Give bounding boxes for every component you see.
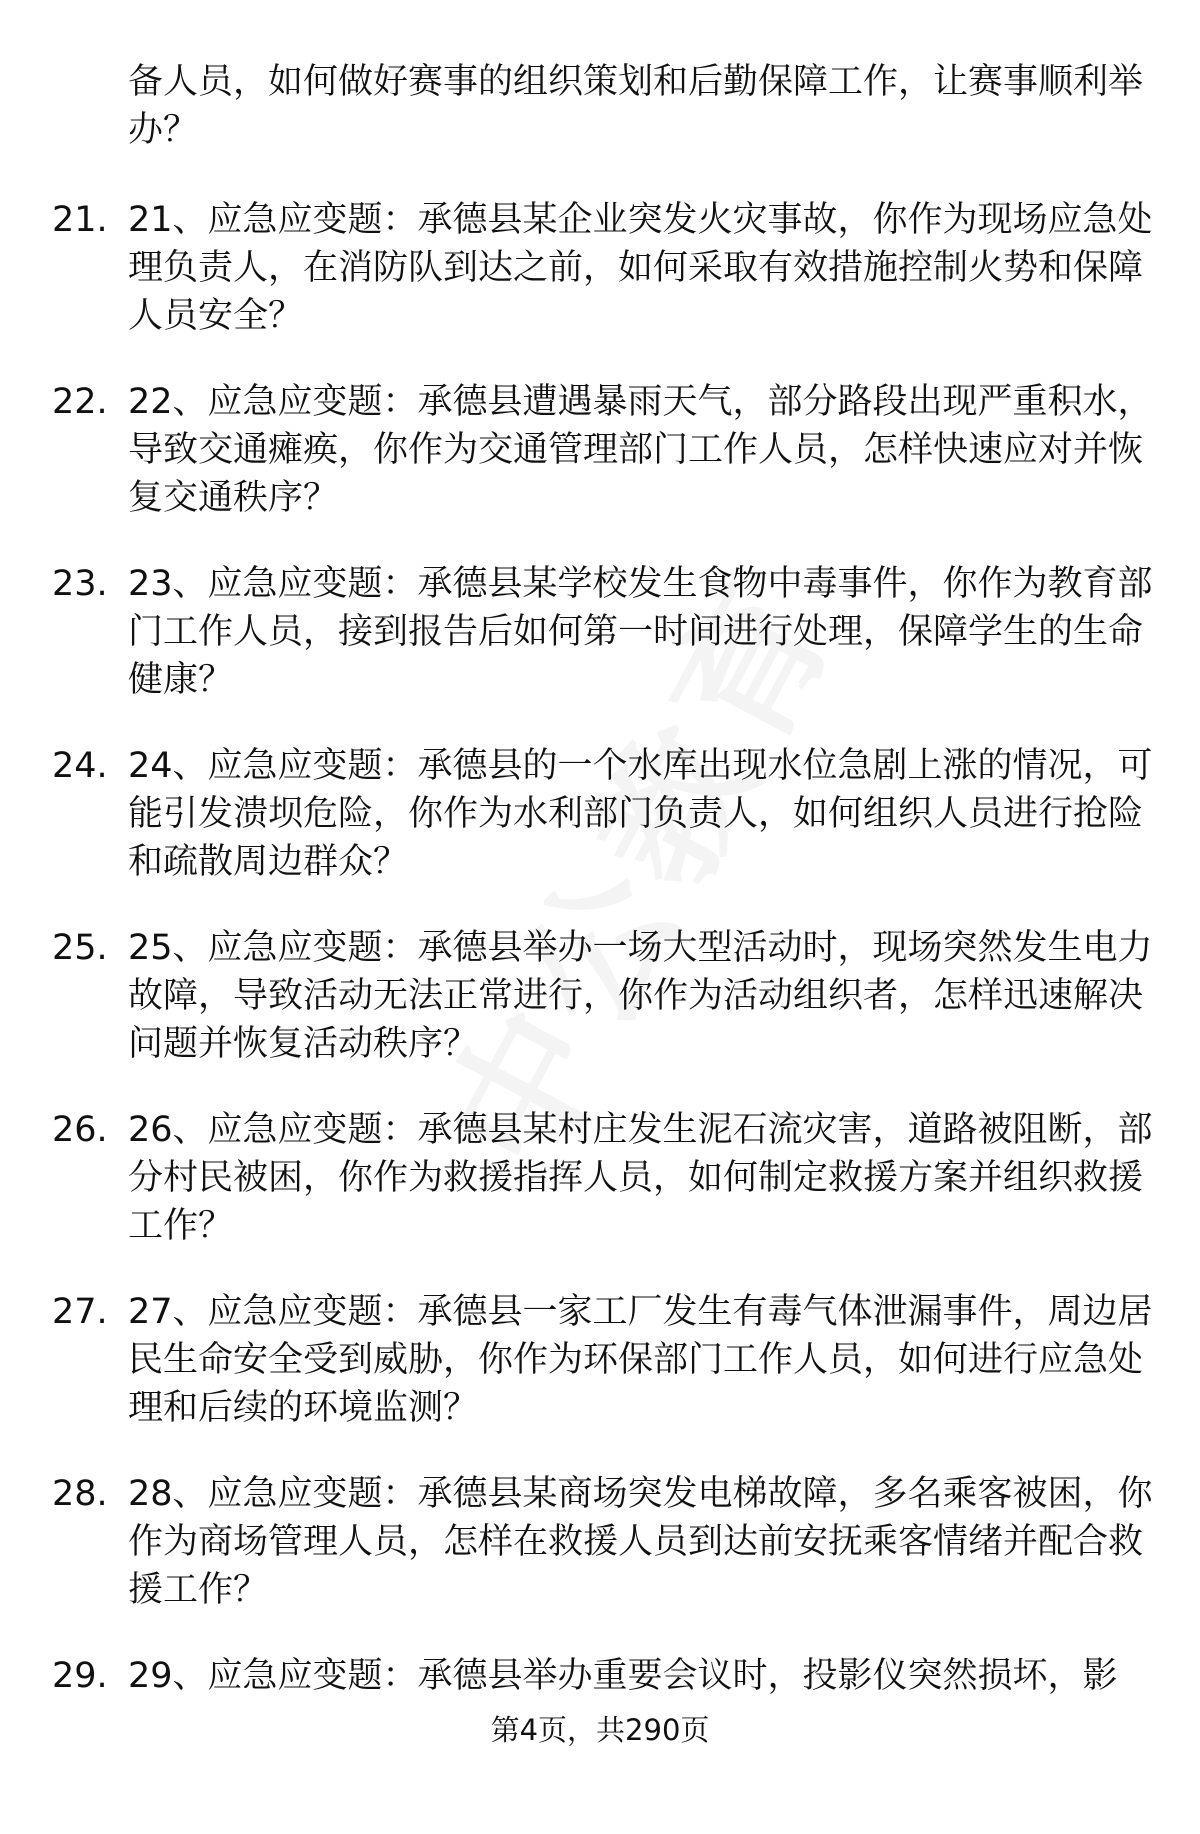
item-number: 26. [52,1110,108,1150]
list-item [0,1106,1200,1258]
list-item [0,378,1200,530]
item-text: 26、应急应变题：承德县某村庄发生泥石流灾害，道路被阻断，部分村民被困，你作为救援指挥人员，如何制定救援方案并组织救援工作？ [128,1110,1153,1246]
question-list [0,196,1200,1834]
list-item [0,560,1200,712]
item-number: 21. [52,200,108,240]
item-number: 27. [52,1292,108,1332]
item-text: 28、应急应变题：承德县某商场突发电梯故障，多名乘客被困，你作为商场管理人员，怎样在救援人员到达前安抚乘客情绪并配合救援工作？ [128,1474,1153,1610]
item-number: 29. [52,1656,108,1696]
item-text: 24、应急应变题：承德县的一个水库出现水位急剧上涨的情况，可能引发溃坝危险，你作为水利部门负责人，如何组织人员进行抢险和疏散周边群众？ [128,746,1153,882]
list-item [0,1288,1200,1440]
continued-paragraph: 备人员，如何做好赛事的组织策划和后勤保障工作，让赛事顺利举办？ [128,62,1144,150]
list-item [0,742,1200,894]
item-number: 24. [52,746,108,786]
page-footer: 第4页，共290页 [490,1713,710,1747]
item-text: 23、应急应变题：承德县某学校发生食物中毒事件，你作为教育部门工作人员，接到报告后如何第一时间进行处理，保障学生的生命健康？ [128,564,1153,700]
list-item [0,1470,1200,1622]
list-item [0,196,1200,348]
item-number: 25. [52,928,108,968]
item-text: 29、应急应变题：承德县举办重要会议时，投影仪突然损坏，影 [128,1656,1118,1696]
item-number: 28. [52,1474,108,1514]
item-text: 22、应急应变题：承德县遭遇暴雨天气，部分路段出现严重积水，导致交通瘫痪，你作为交通管理部门工作人员，怎样快速应对并恢复交通秩序？ [128,382,1153,518]
item-text: 27、应急应变题：承德县一家工厂发生有毒气体泄漏事件，周边居民生命安全受到威胁，你作为环保部门工作人员，如何进行应急处理和后续的环境监测？ [128,1292,1153,1428]
list-item [0,924,1200,1076]
item-text: 21、应急应变题：承德县某企业突发火灾事故，你作为现场应急处理负责人，在消防队到达之前，如何采取有效措施控制火势和保障人员安全？ [128,200,1153,336]
item-text: 25、应急应变题：承德县举办一场大型活动时，现场突然发生电力故障，导致活动无法正常进行，你作为活动组织者，怎样迅速解决问题并恢复活动秩序？ [128,928,1153,1064]
item-number: 22. [52,382,108,422]
item-number: 23. [52,564,108,604]
